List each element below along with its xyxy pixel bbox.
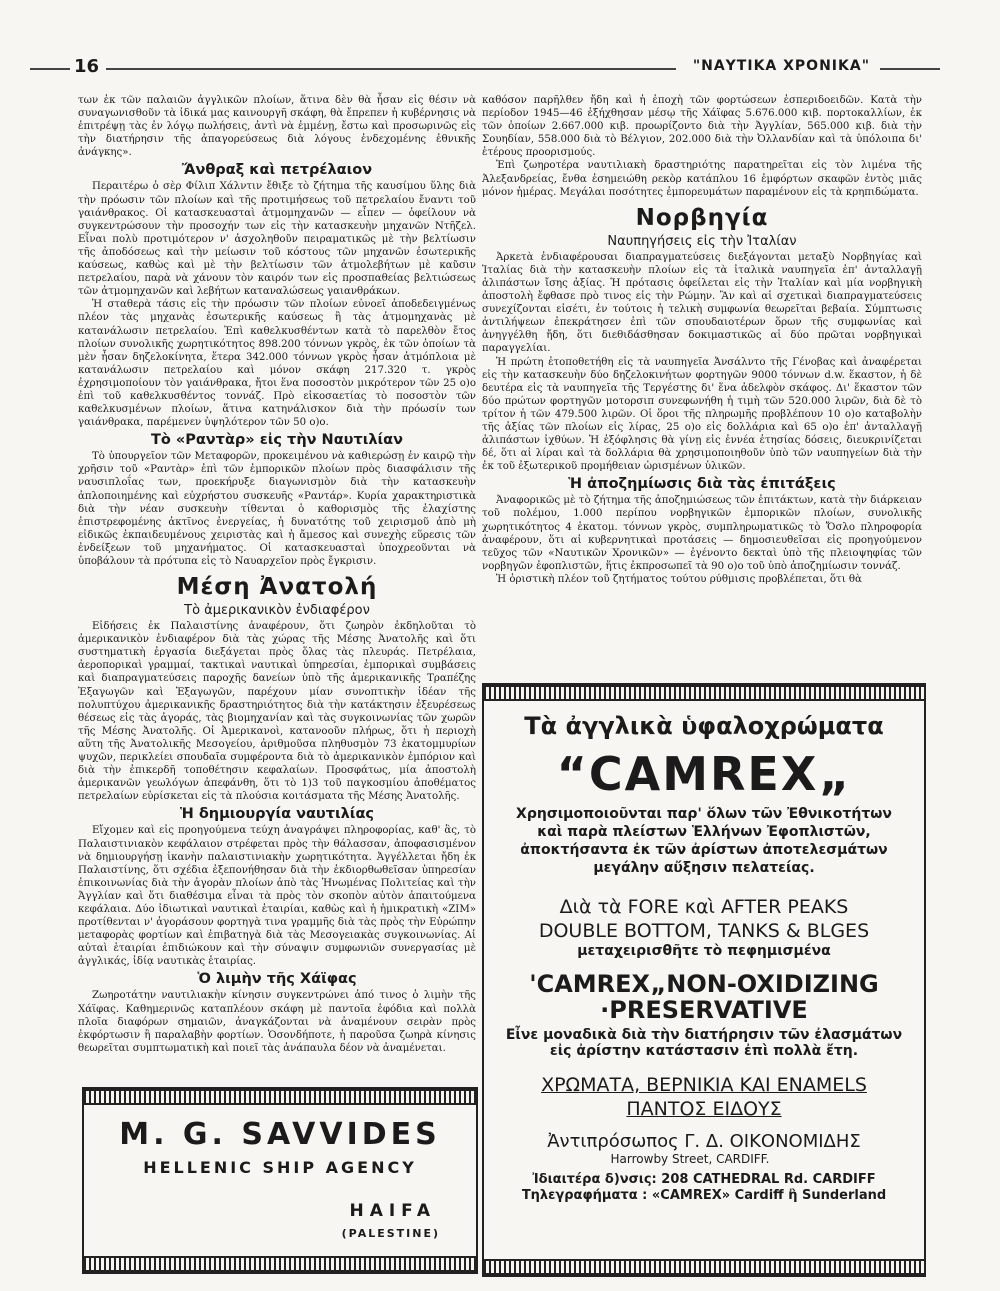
decorative-border: [84, 1089, 476, 1105]
header-rule: [30, 68, 70, 70]
decorative-border: [484, 685, 924, 701]
section-heading: Τὸ «Ραντὰρ» εἰς τὴν Ναυτιλίαν: [150, 432, 404, 449]
header-rule: [106, 68, 676, 70]
ad-city: HAIFA: [349, 1201, 436, 1221]
ad-representative: Ἀντιπρόσωπος Γ. Δ. ΟΙΚΟΝΟΜΙΔΗΣ: [547, 1131, 861, 1152]
right-column: [482, 94, 922, 586]
paragraph: Εἰδήσεις ἐκ Παλαιστίνης ἀναφέρουν, ὅτι ζωηρὸν ἐκδηλοῦται τὸ ἀμερικανικὸν ἐνδιαφέρον διὰ τὰς χώρας τῆς Μέσης Ἀνατολῆς καὶ ὅτι συστηματικὴ ἐργασία διεξάγεται πρὸς ὅλας τὰς πλευράς. Πετρέλαια, ἀεροπορικαὶ γραμμαί, τακτικαὶ ναυτικαὶ ὑπηρεσίαι, ἐμπορικαὶ συμβάσεις καὶ διαπραγματεύσεις παροχῆς δανείων ὑπὸ τῆς ἀμερικανικῆς Τραπέζης Ἐξαγωγῶν καὶ Ἐξαγωγῶν, παρέχουν μίαν συνοπτικὴν ἰδέαν τῆς πολυπτύχου ἀμερικανικῆς δραστηριότητος διὰ τὴν κατάκτησιν ἐξευρέσεως θέσεως εἰς τὰς ἀγοράς, τὰς βιομηχανίαν καὶ τὰς συγκοινωνίας τῶν χωρῶν τῆς Μέσης Ἀνατολῆς. Οἱ Ἀμερικανοὶ, κατανοοῦν πλήρως, ὅτι ἡ περιοχὴ αὕτη τῆς Ἀνατολικῆς Μεσογείου, ἀριθμοῦσα πληθυσμὸν 73 ἑκατομμυρίων ψυχῶν, περικλείει σπουδαῖα συμφέροντα διὰ τὸ ἀμερικανικὸν ἐμπόριον καὶ διὰ τὴν ἐπικερδῆ τοποθέτησιν κεφαλαίων. Προσφάτως, μία ἀποστολὴ ἀμερικανῶν γεωλόγων ἀπεφάνθη, ὅτι τὸ 1)3 τοῦ παγκοσμίου ἀποθέματος πετρελαίων εὑρίσκεται εἰς τὰ πλούσια κοιτάσματα τῆς Μέσης Ἀνατολῆς.: [78, 621, 476, 803]
ad-description: Εἶνε μοναδικὰ διὰ τὴν διατήρησιν τῶν ἐλασμάτων εἰς ἀρίστην κατάστασιν ἐπὶ πολλὰ ἔτη.: [505, 1027, 903, 1059]
ad-title: Τὰ ἀγγλικὰ ὑφαλοχρώματα: [524, 712, 884, 740]
ad-line: μεταχειρισθῆτε τὸ πεφημισμένα: [577, 943, 831, 959]
ad-line: DOUBLE BOTTOM, TANKS & BLGES: [538, 920, 870, 942]
section-heading: Ἡ ἀποζημίωσις διὰ τὰς ἐπιτάξεις: [568, 476, 836, 493]
decorative-border: [84, 1256, 476, 1272]
section-heading: Ἄνθραξ καὶ πετρέλαιον: [181, 162, 373, 179]
region-heading: Νορβηγία: [635, 204, 769, 231]
ad-line: Διὰ τὰ FORE καὶ AFTER PEAKS: [559, 896, 849, 918]
paragraph: Ἡ σταθερὰ τάσις εἰς τὴν πρόωσιν τῶν πλοίων εὐνοεῖ ἀποδεδειγμένως πλέον τὰς μηχανὰς ἐσωτερικῆς καύσεως ἢ τὰς ἀτμομηχανὰς μὲ κατανάλωσιν πετρελαίου. Ἐπὶ καθελκυσθέντων κατὰ τὸ παρελθὸν ἔτος πλοίων συνολικῆς χωρητικότητος 898.200 τόννων γκρὸς, ἐκ τῶν ὁποίων τὰ μὲν ἦσαν δηζελοκίνητα, ἕτερα 342.000 τόννων γκρὸς ἦσαν ἀτμόπλοια μὲ κατανάλωσιν πετρελαίου καὶ μόνον σκάφη 217.320 τ. γκρὸς ἐχρησιμοποίουν τὸν γαιάνθρακα, ἤτοι ἕνα ποσοστὸν μικρότερον τῶν 25 ο)ο ἐπὶ τοῦ καθελκυσθέντος τοννάζ. Πρὸ εἰκοσαετίας τὸ ποσοστὸν τῶν καθελκυσμένων πλοίων, ἅτινα κατηνάλισκον διὰ τὴν πρόωσίν των γαιάνθρακα, παρέμενεν ὑψηλότερον τῶν 50 ο)ο.: [78, 299, 476, 429]
section-heading: Ὁ λιμὴν τῆς Χάϊφας: [197, 971, 357, 988]
paragraph: Ἐπὶ ζωηροτέρα ναυτιλιακὴ δραστηριότης παρατηρεῖται εἰς τὸν λιμένα τῆς Ἀλεξανδρείας, ἔνθα ἐσημειώθη ρεκὸρ κατάπλου 16 ἐμφόρτων σκαφῶν ἐντὸς μιᾶς μόνον ἡμέρας. Μεγάλαι ποσότητες ἐμπορευμάτων παραμένουν εἰς τὰ κρηπιδώματα.: [482, 160, 922, 198]
ad-brand: “CAMREX„: [556, 747, 852, 801]
ad-colors-line: ΠΑΝΤΟΣ ΕΙΔΟΥΣ: [626, 1098, 782, 1120]
ad-agency-label: HELLENIC SHIP AGENCY: [143, 1158, 417, 1177]
ad-body: Χρησιμοποιοῦνται παρ' ὅλων τῶν Ἐθνικοτήτων καὶ παρὰ πλείστων Ἑλλήνων Ἐφοπλιστῶν, ἀποκτήσαντα ἐκ τῶν ἀρίστων ἀποτελεσμάτων μεγάλην αὔξησιν πελατείας.: [516, 806, 892, 876]
paragraph: Περαιτέρω ὁ σὲρ Φίλιπ Χάλντιν ἔθιξε τὸ ζήτημα τῆς καυσίμου ὕλης διὰ τὴν πρόωσιν τῶν πλοίων καὶ τῆς προτιμήσεως τοῦ πετρελαίου ἔναντι τοῦ γαιάνθρακος. Οἱ κατασκευασταὶ ἀτμομηχανῶν — εἶπεν — ὀφείλουν νὰ συγκεντρώσουν τὴν προσοχήν των εἰς τὴν κατασκευὴν μηχανῶν Ντῆζελ. Εἶναι πολὺ προτιμότερον ν' ἀσχοληθοῦν πειραματικῶς μὲ τὴν βελτίωσιν τῆς ἀποδόσεως καὶ τὴν μείωσιν τοῦ κόστους τῶν μηχανῶν ἐσωτερικῆς καύσεως, καθὼς καὶ μὲ τὴν βελτίωσιν τῶν ἀτμολεβήτων μὲ καῦσιν πετρελαίου, παρὰ νὰ χάνουν τὸν καιρόν των εἰς προσπαθείας βελτιώσεως τῶν ἀτμομηχανῶν καὶ λεβήτων καταναλώσεως γαιανθράκων.: [78, 181, 476, 298]
ad-colors-line: ΧΡΩΜΑΤΑ, ΒΕΡΝΙΚΙΑ ΚΑΙ ENAMELS: [541, 1074, 867, 1096]
paragraph: Ἀναφορικῶς μὲ τὸ ζήτημα τῆς ἀποζημιώσεως τῶν ἐπιτάκτων, κατὰ τὴν διάρκειαν τοῦ πολέμου, 1.000 περίπου νορβηγικῶν ἐμπορικῶν πλοίων, συνολικῆς χωρητικότητος 4 ἑκατομ. τόννων γκρὸς, συμπληρωματικῶς τὸ Ὄσλο πληροφορία ἀναφέρουν, ὅτι αἱ κυβερνητικαὶ προτάσεις — δημοσιευθεῖσαι εἰς προηγούμενον τεῦχος τῶν «Ναυτικῶν Χρονικῶν» — ἐγένοντο δεκταὶ ὑπὸ τῆς πλειοψηφίας τῶν νορβηγῶν ἐφοπλιστῶν, ἥτις ἐκπροσωπεῖ τὰ 90 ο)ο τοῦ ὑπὸ ἀποζημίωσιν τοννάζ.: [482, 495, 922, 572]
decorative-border: [484, 1259, 924, 1275]
header-rule: [880, 68, 940, 70]
ad-country: (PALESTINE): [341, 1227, 440, 1240]
section-subheading: Ναυπηγήσεις εἰς τὴν Ἰταλίαν: [607, 233, 797, 249]
paragraph: των ἐκ τῶν παλαιῶν ἀγγλικῶν πλοίων, ἅτινα δὲν θὰ ἦσαν εἰς θέσιν νὰ συναγωνισθοῦν τὰ ἰδικά μας καινουργῆ σκάφη, θὰ ἔπρεπεν ἡ κυβέρνησις νὰ ἐπιτρέψῃ τὰς ἐν λόγῳ πωλήσεις, ἀντὶ νὰ ἐμμένῃ, ἔστω καὶ προσωρινῶς εἰς τὴν διατήρησιν τῆς ἀπαγορεύσεως διὰ λόγους ἐνδεχομένης ἐθνικῆς ἀνάγκης».: [78, 95, 476, 159]
region-heading: Μέση Ἀνατολή: [176, 574, 378, 601]
page-header: [30, 56, 940, 80]
ad-address: Ἰδιαιτέρα δ)νσις: 208 CATHEDRAL Rd. CARDIFF: [532, 1172, 876, 1187]
section-subheading: Τὸ ἀμερικανικὸν ἐνδιαφέρον: [184, 603, 370, 619]
camrex-advertisement: [482, 683, 926, 1277]
ad-company-name: M. G. SAVVIDES: [119, 1117, 441, 1152]
ad-product: 'CAMREX„NON-OXIDIZING: [529, 970, 879, 998]
section-heading: Ἡ δημιουργία ναυτιλίας: [179, 806, 375, 823]
paragraph: Ζωηροτάτην ναυτιλιακὴν κίνησιν συγκεντρώνει ἀπό τινος ὁ λιμὴν τῆς Χάϊφας. Καθημερινῶς καταπλέουν σκάφη μὲ παντοῖα ἐφόδια καὶ πολλὰ πλοῖα διαφόρων σημαιῶν, ἀναγκάζονται νὰ ἀναμένουν σειρὰν πρὸς ἐκφόρτωσιν ἢ παραλαβὴν φορτίων. Ὁσονδήποτε, ἡ παροῦσα ζωηρὰ κίνησις θεωρεῖται συμπτωματικὴ καὶ ποιεῖ τὰς ἀνάπαυλα δέον νὰ ἀναμένεται.: [78, 990, 476, 1054]
left-column: [78, 94, 476, 1055]
paragraph: Ἡ ὁριστικὴ πλέον τοῦ ζητήματος τούτου ρύθμισις προβλέπεται, ὅτι θὰ: [496, 573, 862, 585]
ad-telegrams: Τηλεγραφήματα : «CAMREX» Cardiff ἢ Sunderland: [521, 1188, 887, 1203]
running-title: "ΝΑΥΤΙΚΑ ΧΡΟΝΙΚΑ": [692, 58, 870, 74]
paragraph: Εἴχομεν καὶ εἰς προηγούμενα τεύχη ἀναγράψει πληροφορίας, καθ' ἃς, τὸ Παλαιστινιακὸν κεφάλαιον στρέφεται πρὸς τὴν θάλασσαν, ἀποφασισμένον νὰ δημιουργήσῃ ἱκανὴν παλαιστινιακὴν χωρητικότητα. Ἀγγέλλεται ἤδη ἐκ Παλαιστίνης, ὅτι σχέδια ἐξεπονήθησαν διὰ τὴν ἐκδιορθωθεῖσαν ὑπηρεσίαν ἐπικοινωνίας διὰ τὴν ἀγορὰν πλοίων ἀπὸ τὰς Ἡνωμένας Πολιτείας καὶ τὴν Ἀγγλίαν καὶ ὅτι διαθέσιμα εἶναι τὰ πρὸς τὸν σκοπὸν αὐτὸν ἀπαιτούμενα κεφάλαια. Δύο ἰδιωτικαὶ ναυτικαὶ ἑταιρίαι, καθὼς καὶ ἡ ἡμικρατικὴ «ΖΙΜ» προτίθενται ν' ἀγοράσουν φορτηγὰ τινα γραμμῆς διὰ τὰς πρὸς τὴν Εὐρώπην μεταφορὰς φορτίων καὶ ἐπιβατηγὰ διὰ τὰς Μεσογειακὰς συγκοινωνίας. Αἱ αὐταὶ ἑταιρίαι ἐπιδιώκουν καὶ τὴν σύναψιν συμφωνιῶν συνεργασίας μὲ ἀγγλικάς, ἰδίᾳ ναυτικὰς ἑταιρίας.: [78, 825, 476, 968]
paragraph: Ἀρκετὰ ἐνδιαφέρουσαι διαπραγματεύσεις διεξάγονται μεταξὺ Νορβηγίας καὶ Ἰταλίας διὰ τὴν κατασκευὴν πλοίων εἰς τὰ ἰταλικὰ ναυπηγεῖα ἐπ' ἀνταλλαγῇ ἁλιπάστων ἴσης ἀξίας. Ἡ πρότασις ὀφείλεται εἰς τὴν Ἰταλίαν καὶ μία νορβηγικὴ ἀποστολὴ ἔφθασε πρὸ τινος εἰς τὴν Ρώμην. Ἂν καὶ αἱ σχετικαὶ διαπραγματεύσεις συνεχίζονται εἰσέτι, ἐν τούτοις ἡ τελικὴ συμφωνία θεωρεῖται βεβαία. Σύμπτωσις ἀντιλήψεων ἐπεκράτησεν ἐπὶ τῶν σπουδαιοτέρων ὅρων τῆς συμφωνίας καὶ ἀνηγγέλθη ἤδη, ὅτι διεθιδάσθησαν δοκιμαστικῶς αἱ δύο πρῶται νορβηγικαὶ παραγγελίαι.: [482, 251, 922, 355]
savvides-advertisement: [82, 1087, 478, 1274]
paragraph: καθόσον παρῆλθεν ἤδη καὶ ἡ ἐποχὴ τῶν φορτώσεων ἐσπεριδοειδῶν. Κατὰ τὴν περίοδον 1945—46 ἐξήχθησαν μέσῳ τῆς Χάϊφας 5.676.000 κιβ. πορτοκαλλίων, ἐκ τῶν ὁποίων 2.667.000 κιβ. προωρίζοντο διὰ τὴν Ἀγγλίαν, 565.000 κιβ. διὰ τὴν Σουηδίαν, 558.000 διὰ τὸ Βέλγιον, 202.000 διὰ τὴν Ὀλλανδίαν καὶ τὰ ὑπόλοιπα δι' ἑτέρους προορισμούς.: [482, 95, 922, 159]
paragraph: Ἡ πρώτη ἐτοποθετήθη εἰς τὰ ναυπηγεῖα Ἀνσάλντο τῆς Γένοβας καὶ ἀναφέρεται εἰς τὴν κατασκευὴν δύο δηζελοκινήτων φορτηγῶν 9000 τόννων d.w. ἕκαστον, ἡ δὲ δευτέρα εἰς τὰ ναυπηγεῖα τῆς Τεργέστης δι' ἕνα ἀδελφὸν σκάφος. Δι' ἕκαστον τῶν δύο πρώτων φορτηγῶν μοτορσιπ συνεφωνήθη ἡ τιμὴ τῶν 520.000 λιρῶν, διὰ δὲ τὸ τρίτον ἡ τῶν 479.500 λιρῶν. Οἱ ὅροι τῆς πληρωμῆς προβλέπουν 10 ο)ο καταβολὴν τῆς ἀξίας τῶν πλοίων εἰς λίρας, 25 ο)ο εἰς δολλάρια καὶ 65 ο)ο ἐπ' ἀνταλλαγῇ ἁλιπάστων ἰχθύων. Ἡ ἐξόφλησις θὰ γίνῃ εἰς ἐννέα ἐτησίας δόσεις, διευκρινίζεται δέ, ὅτι αἱ λίραι καὶ τὰ δολλάρια θὰ χρησιμοποιηθοῦν ὑπὸ τῶν ναυπηγείων διὰ τὴν ἐκ τοῦ ἐξωτερικοῦ προμήθειαν ὡρισμένων ὑλικῶν.: [482, 356, 922, 473]
ad-product: ·PRESERVATIVE: [600, 996, 808, 1024]
ad-street: Harrowby Street, CARDIFF.: [610, 1152, 770, 1166]
page-number: 16: [74, 56, 100, 77]
paragraph: Τὸ ὑπουργεῖον τῶν Μεταφορῶν, προκειμένου νὰ καθιερώσῃ ἐν καιρῷ τὴν χρῆσιν τοῦ «Ραντὰρ» ἐπὶ τῶν ἐμπορικῶν πλοίων πρὸς διασφάλισιν τῆς ναυσιπλοΐας των, προεκήρυξε διαγωνισμὸν διὰ τὴν κατασκευὴν ἀπλοποιημένης καὶ εὐχρήστου συσκευῆς «Ραντάρ». Κυρία χαρακτηριστικὰ διὰ τὴν νέαν συσκευὴν τίθενται ὁ καθορισμὸς τῆς ἐλαχίστης ἐπιστρεφομένης ἀκτῖνος ἐνεργείας, ἡ δυνατότης τοῦ χειρισμοῦ ἀπὸ μὴ εἰδικῶς ἐκπαιδευμένους χειριστὰς καὶ ἡ ἄμεσος καὶ συνεχὴς εὕρεσις τῶν ἐνδείξεων τοῦ μηχανήματος. Οἱ κατασκευασταὶ ὑποχρεοῦνται νὰ ὑποβάλουν τὰ πρότυπα εἰς τὸ Ναυαρχεῖον πρὸς ἔγκρισιν.: [78, 451, 476, 567]
